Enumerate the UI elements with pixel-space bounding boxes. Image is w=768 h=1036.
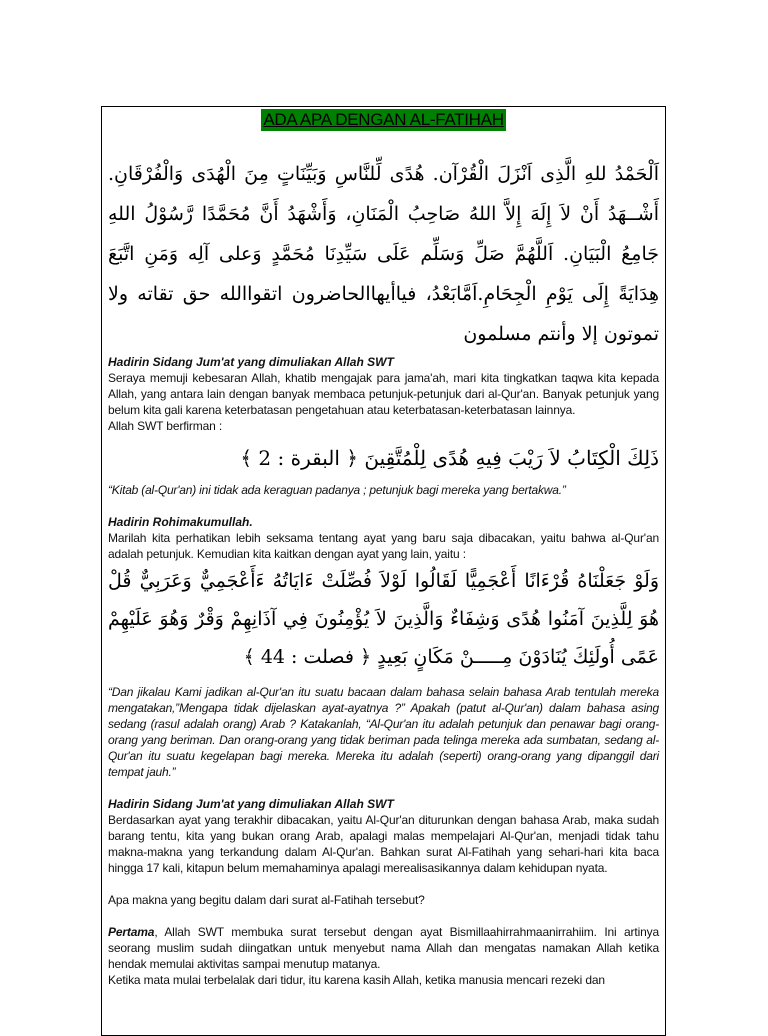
section1-translation: “Kitab (al-Qur'an) ini tidak ada keraguan padanya ; petunjuk bagi mereka yang bertakwa.” [108,483,566,497]
section3-question: Apa makna yang begitu dalam dari surat al-Fatihah tersebut? [108,893,425,907]
spacer [108,498,659,514]
pertama-text: , Allah SWT membuka surat tersebut dengan ayat Bismillaahirrahmaanirrahiim. Ini artinya seorang muslim sudah diingatkan untuk menyebut nama Allah dan mengatas namakan Allah ketika hendak memulai aktivitas sampai menutup matanya. [108,925,659,971]
section3-heading: Hadirin Sidang Jum'at yang dimuliakan Allah SWT [108,797,394,811]
section1-paragraph: Seraya memuji kebesaran Allah, khatib mengajak para jama'ah, mari kita tingkatkan taqwa kita kepada Allah, yang antara lain dengan banyak membaca petunjuk-petunjuk dari al-Qur'an. Banyak petunjuk yang belum kita gali karena keterbatasan pengetahuan atau keterbatasan-keterbatasan lainnya. [108,371,659,417]
verse-fushshilat-44: وَلَوْ جَعَلْنَاهُ قُرْءَانًا أَعْجَمِيًّا لَقَالُوا لَوْلاَ فُصِّلَتْ ءَايَاتُهُ ءَأَعْجَمِيٌّ وَعَرَبِيٌّ قُلْ هُوَ لِلَّذِينَ آمَنُوا هُدًى وَشِفَاءٌ وَالَّذِينَ لاَ يُؤْمِنُونَ فِي آذَانِهِمْ وَقْرٌ وَهُوَ عَلَيْهِمْ عَمًى أُولَئِكَ يُنَادَوْنَ مِـــــنْ مَكَانٍ بَعِيدٍ ﴿ فصلت : 44 ﴾ [108,570,659,668]
spacer [108,676,659,684]
section2-heading: Hadirin Rohimakumullah. [108,515,253,529]
section1-heading: Hadirin Sidang Jum'at yang dimuliakan Allah SWT [108,355,394,369]
spacer [108,876,659,892]
document-title: ADA APA DENGAN AL-FATIHAH [263,110,504,129]
opening-arabic-prayer: اَلْحَمْدُ للهِ الَّذِى اَنْزَلَ الْقُرْآن. هُدًى لِّلنَّاسِ وَبَيِّنَاتٍ مِنَ الْهُدَى وَالْفُرْقَانِ. أَشْــهَدُ أَنْ لاَ إِلَهَ إِلاَّ اللهُ صَاحِبُ الْمَنَانِ، وَأَشْهَدُ أَنَّ مُحَمَّدًا رَّسُوْلُ اللهِ جَامِعُ الْبَيَانِ. اَللَّهُمَّ صَلِّ وَسَلِّم عَلَى سَيِّدِنَا مُحَمَّدٍ وَعلى آلِه وَمَنِ اتَّبَعَ هِدَايَةً إِلَى يَوْمِ الْجِحَامِ.اَمَّابَعْدُ، فياأيهاالحاضرون اتقواالله حق تقاته ولا تموتون إلا وأنتم مسلمون [108,163,659,345]
last-paragraph: Ketika mata mulai terbelalak dari tidur, itu karena kasih Allah, ketika manusia mencari rezeki dan [108,973,605,987]
spacer [108,908,659,924]
section3-paragraph: Berdasarkan ayat yang terakhir dibacakan, yaitu Al-Qur'an diturunkan dengan bahasa Arab, maka sudah barang tentu, kita yang bukan orang Arab, apalagi malas mempelajari Al-Qur'an, menjadi tidak tahu makna-makna yang terkandung dalam Al-Qur'an. Bahkan surat Al-Fatihah yang sehari-hari kita baca hingga 17 kali, kitapun belum memahaminya apalagi merealisasikannya dalam kehidupan nyata. [108,813,659,875]
section1-intro: Allah SWT berfirman : [108,419,222,433]
section2-translation: “Dan jikalau Kami jadikan al-Qur'an itu suatu bacaan dalam bahasa selain bahasa Arab tentulah mereka mengatakan,”Mengapa tidak dijelaskan ayat-ayatnya ?” Apakah (patut al-Qur'an) dalam bahasa asing sedang (rasul adalah orang) Arab ? Katakanlah, “Al-Qur'an itu adalah petunjuk dan penawar bagi orang-orang yang beriman. Dan orang-orang yang tidak beriman pada telinga mereka ada sumbatan, sedang al-Qur'an itu suatu kegelapan bagi mereka. Mereka itu adalah (seperti) orang-orang yang dipanggil dari tempat jauh.” [108,685,659,779]
document-page [101,106,666,1036]
verse-albaqarah-2: ذَلِكَ الْكِتَابُ لاَ رَيْبَ فِيهِ هُدًى لِلْمُتَّقِينَ ﴿ البقرة : 2 ﴾ [240,446,659,470]
title-wrap [108,109,659,133]
spacer [108,780,659,796]
pertama-label: Pertama [108,925,155,939]
pertama-paragraph [108,924,659,972]
section2-paragraph: Marilah kita perhatikan lebih seksama tentang ayat yang baru saja dibacakan, yaitu bahwa al-Qur'an adalah petunjuk. Kemudian kita kaitkan dengan ayat yang lain, yaitu : [108,531,659,561]
spacer [108,474,659,482]
